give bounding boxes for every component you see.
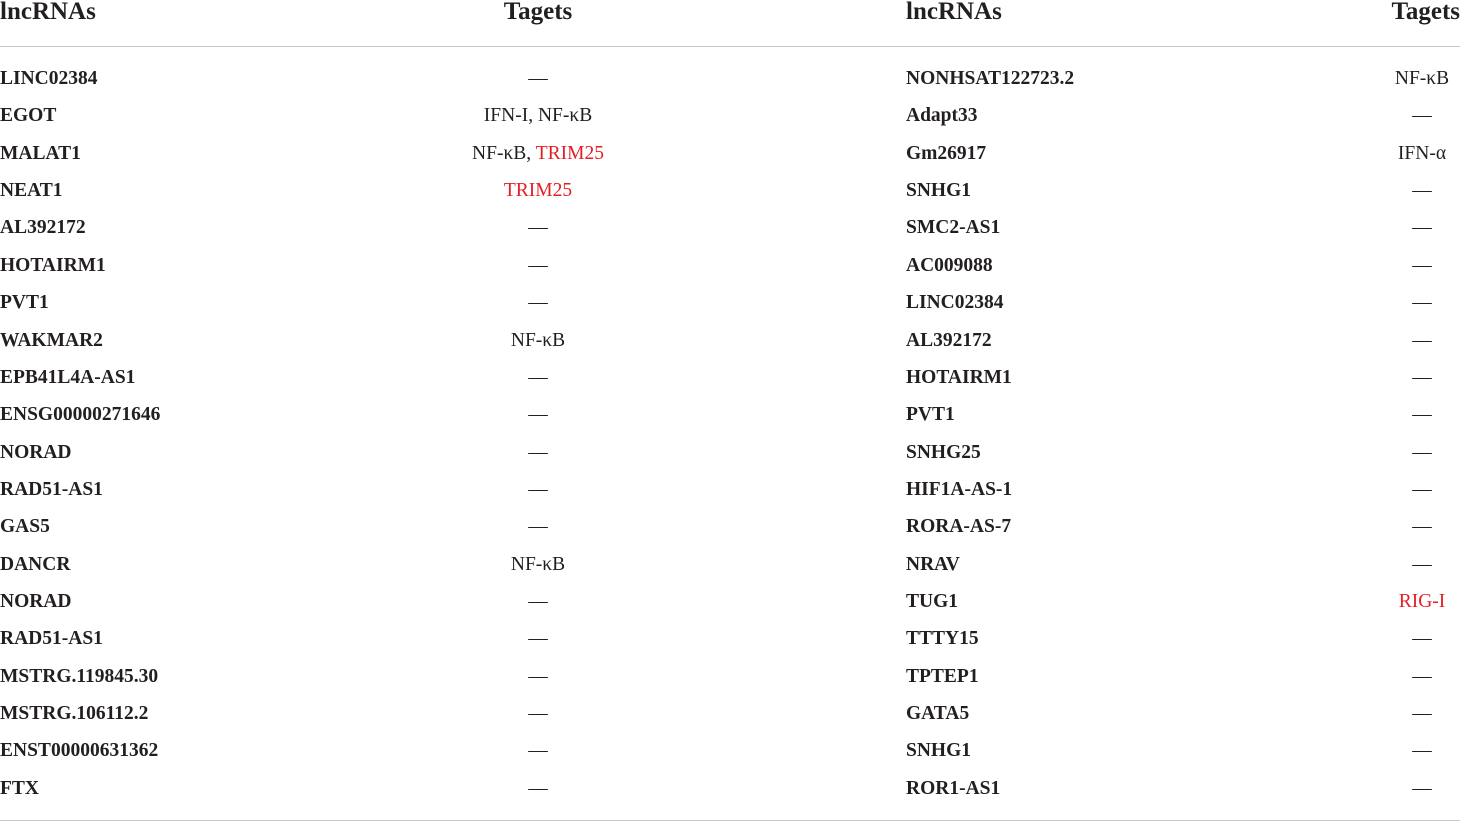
table-row	[0, 546, 1460, 583]
lncrna-name-left: ENST00000631362	[0, 740, 159, 762]
targets-cell-left	[504, 172, 572, 209]
targets-cell-left	[511, 546, 565, 583]
header-targets-left: Tagets	[503, 0, 573, 25]
lncrna-name-left: RAD51-AS1	[0, 628, 103, 650]
targets-cell-left	[528, 434, 548, 471]
targets-cell-right	[1412, 695, 1432, 732]
targets-cell-left	[528, 770, 548, 807]
header-lncrnas-left: lncRNAs	[0, 0, 96, 25]
targets-cell-left	[528, 396, 548, 433]
lncrna-name-right: HIF1A-AS-1	[906, 478, 1013, 500]
lncrna-name-left: PVT1	[0, 292, 49, 314]
targets-cell-left	[528, 359, 548, 396]
lncrna-name-left: MSTRG.119845.30	[0, 665, 159, 687]
table-row	[0, 434, 1460, 471]
lncrna-name-left: NORAD	[0, 591, 72, 613]
lncrna-name-left: DANCR	[0, 553, 71, 575]
target-text: NF-κB,	[472, 142, 536, 164]
targets-cell-left	[528, 471, 548, 508]
table-row	[0, 135, 1460, 172]
table-row	[0, 583, 1460, 620]
target-text: NF-κB	[1394, 68, 1450, 89]
target-text: —	[528, 441, 548, 463]
target-text: —	[528, 703, 548, 725]
lncrna-name-right: ROR1-AS1	[906, 777, 1001, 799]
targets-cell-right	[1412, 658, 1432, 695]
target-text: —	[1412, 777, 1432, 799]
lncrna-name-right: SNHG1	[906, 740, 972, 762]
targets-cell-right	[1412, 284, 1432, 321]
header-lncrnas-right: lncRNAs	[906, 0, 1002, 25]
table-row	[0, 359, 1460, 396]
lncrna-name-left: AL392172	[0, 217, 86, 239]
lncrna-name-right: NONHSAT122723.2	[906, 68, 1075, 89]
targets-cell-left	[472, 135, 604, 172]
table-row	[0, 247, 1460, 284]
targets-cell-right	[1412, 770, 1432, 807]
targets-cell-left	[528, 508, 548, 545]
lncrna-name-right: AL392172	[906, 329, 992, 351]
target-text: —	[528, 740, 548, 762]
table-row	[0, 695, 1460, 732]
targets-cell-left	[528, 583, 548, 620]
target-text: —	[528, 665, 548, 687]
table-row	[0, 284, 1460, 321]
target-text: —	[528, 292, 548, 314]
targets-cell-right	[1395, 60, 1449, 97]
lncrna-name-left: EPB41L4A-AS1	[0, 366, 136, 388]
targets-cell-right	[1412, 620, 1432, 657]
target-text: NF-κB	[510, 329, 566, 351]
targets-cell-right	[1398, 135, 1446, 172]
targets-cell-right	[1412, 434, 1432, 471]
lncrna-name-left: MSTRG.106112.2	[0, 703, 149, 725]
table-bottom-rule	[0, 820, 1460, 821]
lncrna-name-right: SNHG25	[906, 441, 981, 463]
lncrna-name-left: HOTAIRM1	[0, 254, 106, 276]
target-text: —	[528, 217, 548, 239]
target-text: —	[1412, 254, 1432, 276]
target-text: —	[528, 516, 548, 538]
targets-cell-left	[528, 695, 548, 732]
target-text: —	[1412, 329, 1432, 351]
target-text: —	[1412, 217, 1432, 239]
lncrna-name-right: GATA5	[906, 703, 970, 725]
lncrna-name-left: NORAD	[0, 441, 72, 463]
lncrna-name-right: Gm26917	[906, 142, 987, 164]
target-text: TRIM25	[503, 180, 573, 202]
target-text: —	[1412, 404, 1432, 426]
target-text: —	[528, 254, 548, 276]
target-text: —	[528, 777, 548, 799]
lncrna-name-left: RAD51-AS1	[0, 478, 103, 500]
table-header	[0, 0, 1460, 47]
targets-cell-left	[528, 209, 548, 246]
target-text: —	[528, 68, 548, 89]
targets-cell-left	[528, 658, 548, 695]
target-text: —	[1412, 180, 1432, 202]
lncrna-name-left: ENSG00000271646	[0, 404, 161, 426]
table-row	[0, 620, 1460, 657]
targets-cell-right	[1412, 172, 1432, 209]
header-targets-right: Tagets	[1391, 0, 1460, 25]
targets-cell-right	[1412, 209, 1432, 246]
table-row	[0, 172, 1460, 209]
targets-cell-left	[511, 322, 565, 359]
target-text: —	[528, 591, 548, 613]
targets-cell-left	[528, 284, 548, 321]
lncrna-name-right: PVT1	[906, 404, 955, 426]
table-row	[0, 658, 1460, 695]
lncrna-name-right: AC009088	[906, 254, 993, 276]
target-text: —	[1412, 740, 1432, 762]
target-text: —	[1412, 703, 1432, 725]
lncrna-name-right: RORA-AS-7	[906, 516, 1012, 538]
targets-cell-right	[1412, 508, 1432, 545]
targets-cell-left	[528, 60, 548, 97]
lncrna-name-left: EGOT	[0, 105, 57, 127]
table-row	[0, 732, 1460, 769]
lncrna-name-left: FTX	[0, 777, 39, 799]
target-text: IFN-I, NF-κB	[483, 105, 593, 127]
target-text: —	[528, 478, 548, 500]
table-row	[0, 60, 1460, 97]
table-row	[0, 770, 1460, 807]
target-text: —	[1412, 553, 1432, 575]
targets-cell-right	[1412, 732, 1432, 769]
targets-cell-left	[528, 620, 548, 657]
lncrna-name-left: LINC02384	[0, 68, 98, 89]
lncrna-name-left: NEAT1	[0, 180, 63, 202]
table-row	[0, 508, 1460, 545]
target-text: —	[1412, 292, 1432, 314]
target-text: IFN-α	[1397, 142, 1447, 164]
target-text: —	[528, 404, 548, 426]
target-text: —	[1412, 366, 1432, 388]
table-row	[0, 322, 1460, 359]
targets-cell-right	[1412, 97, 1432, 134]
targets-cell-right	[1412, 359, 1432, 396]
lncrna-name-left: WAKMAR2	[0, 329, 103, 351]
table-row	[0, 471, 1460, 508]
targets-cell-right	[1412, 247, 1432, 284]
targets-cell-left	[484, 97, 592, 134]
targets-cell-left	[528, 732, 548, 769]
target-text: —	[1412, 441, 1432, 463]
target-text: NF-κB	[510, 553, 566, 575]
target-text: —	[1412, 665, 1432, 687]
targets-cell-right	[1399, 583, 1446, 620]
target-text: —	[1412, 628, 1432, 650]
lncrna-name-right: HOTAIRM1	[906, 366, 1012, 388]
lncrna-name-right: TTTY15	[906, 628, 979, 650]
target-text: —	[1412, 478, 1432, 500]
lncrna-name-right: SMC2-AS1	[906, 217, 1001, 239]
lncrna-name-right: NRAV	[906, 553, 960, 575]
table-body	[0, 60, 1460, 807]
lncrna-name-left: MALAT1	[0, 142, 81, 164]
targets-cell-right	[1412, 471, 1432, 508]
targets-cell-left	[528, 247, 548, 284]
table-row	[0, 209, 1460, 246]
targets-cell-right	[1412, 396, 1432, 433]
lncrna-name-right: LINC02384	[906, 292, 1004, 314]
lncrna-name-right: TPTEP1	[906, 665, 979, 687]
lncrna-name-right: TUG1	[906, 591, 959, 613]
target-text: —	[528, 366, 548, 388]
targets-cell-right	[1412, 322, 1432, 359]
targets-cell-right	[1412, 546, 1432, 583]
target-text: —	[1412, 516, 1432, 538]
table-row	[0, 97, 1460, 134]
target-text: —	[528, 628, 548, 650]
lncrna-name-left: GAS5	[0, 516, 50, 538]
lncrna-name-right: Adapt33	[906, 105, 978, 127]
table-row	[0, 396, 1460, 433]
target-text: TRIM25	[535, 142, 604, 164]
target-text: RIG-I	[1398, 591, 1446, 613]
target-text: —	[1412, 105, 1432, 127]
lncrna-name-right: SNHG1	[906, 180, 972, 202]
